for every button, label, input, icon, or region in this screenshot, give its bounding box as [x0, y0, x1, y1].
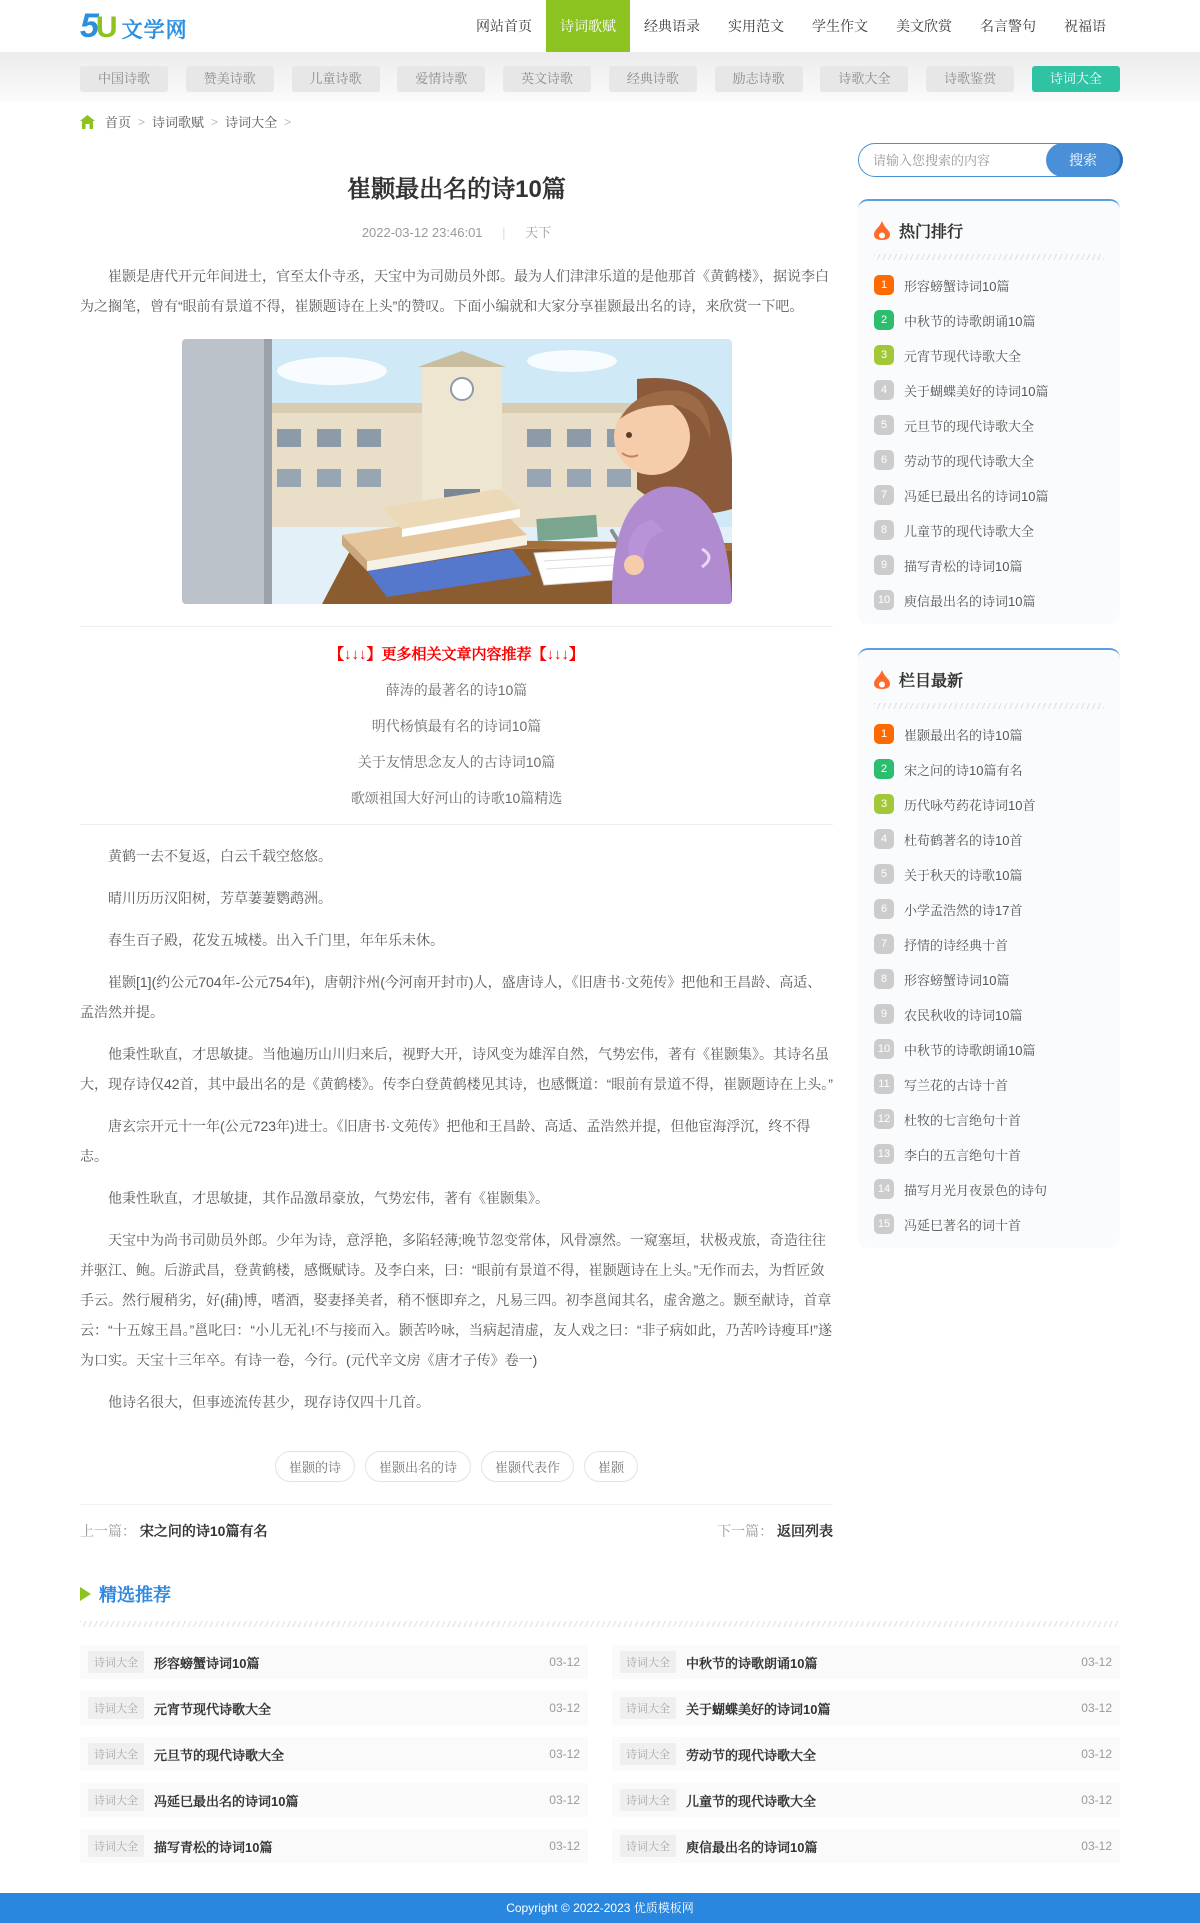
rank-item-link[interactable]: 描写青松的诗词10篇 [904, 558, 1023, 574]
featured-section [80, 1581, 1120, 1863]
category-tag[interactable]: 英文诗歌 [503, 66, 591, 92]
featured-row [612, 1645, 1120, 1679]
rank-item [874, 1039, 1104, 1059]
rank-item-link[interactable]: 中秋节的诗歌朗诵10篇 [904, 1042, 1036, 1058]
rank-item-link[interactable]: 中秋节的诗歌朗诵10篇 [904, 313, 1036, 329]
nav-item[interactable]: 经典语录 [644, 18, 700, 34]
breadcrumb [80, 112, 1120, 131]
featured-row-date: 03-12 [549, 1747, 580, 1761]
category-badge[interactable]: 诗词大全 [620, 1789, 676, 1811]
featured-row [80, 1691, 588, 1725]
featured-row-date: 03-12 [549, 1701, 580, 1715]
category-badge[interactable]: 诗词大全 [88, 1835, 144, 1857]
category-tag[interactable]: 诗歌鉴赏 [926, 66, 1014, 92]
article-tag[interactable]: 崔颢出名的诗 [365, 1451, 471, 1482]
article-body [80, 841, 833, 1417]
rank-badge: 14 [874, 1179, 894, 1199]
hatched-divider [874, 254, 1104, 260]
article-intro: 崔颢是唐代开元年间进士，官至太仆寺丞，天宝中为司勋员外郎。最为人们津津乐道的是他那首《黄鹤楼》，据说李白为之搁笔，曾有“眼前有景道不得，崔颢题诗在上头”的赞叹。下面小编就和大家分享崔颢最出名的诗，来欣赏一下吧。 [80, 268, 829, 314]
rank-badge: 6 [874, 899, 894, 919]
rank-item-link[interactable]: 元宵节现代诗歌大全 [904, 348, 1022, 364]
rank-item-link[interactable]: 儿童节的现代诗歌大全 [904, 523, 1035, 539]
illustration-girl-writing [182, 339, 732, 604]
rank-item-link[interactable]: 冯延巳著名的词十首 [904, 1217, 1022, 1233]
article-image [182, 339, 732, 604]
rank-item-link[interactable]: 崔颢最出名的诗10篇 [904, 727, 1023, 743]
category-badge[interactable]: 诗词大全 [88, 1651, 144, 1673]
rank-item-link[interactable]: 庾信最出名的诗词10篇 [904, 593, 1036, 609]
hatched-divider [80, 1621, 1120, 1627]
article-meta [80, 222, 833, 241]
rank-badge: 15 [874, 1214, 894, 1234]
rank-badge: 5 [874, 415, 894, 435]
rank-item-link[interactable]: 杜荀鹤著名的诗10首 [904, 832, 1023, 848]
rank-item [874, 934, 1104, 954]
featured-row-title[interactable]: 冯延巳最出名的诗词10篇 [154, 1793, 299, 1809]
site-footer [0, 1893, 1200, 1923]
category-badge[interactable]: 诗词大全 [88, 1697, 144, 1719]
featured-title: 精选推荐 [99, 1585, 171, 1605]
featured-row-title[interactable]: 形容螃蟹诗词10篇 [154, 1655, 260, 1671]
promo-link[interactable]: 薛涛的最著名的诗10篇 [385, 682, 528, 698]
article-paragraph: 春生百子殿，花发五城楼。出入千门里，年年乐未休。 [108, 932, 444, 948]
promo-links [80, 680, 833, 808]
featured-row [612, 1829, 1120, 1863]
rank-badge: 5 [874, 864, 894, 884]
article-tag[interactable]: 崔颢 [584, 1451, 638, 1482]
rank-item [874, 759, 1104, 779]
rank-item-link[interactable]: 历代咏芍药花诗词10首 [904, 797, 1036, 813]
breadcrumb-separator-icon: > [138, 114, 146, 129]
category-badge[interactable]: 诗词大全 [620, 1651, 676, 1673]
rank-item [874, 415, 1104, 435]
hot-rank-title: 热门排行 [899, 224, 964, 241]
rank-item-link[interactable]: 劳动节的现代诗歌大全 [904, 453, 1035, 469]
breadcrumb-link[interactable]: 诗词歌赋 [152, 115, 205, 130]
rank-badge: 2 [874, 759, 894, 779]
category-tag[interactable]: 儿童诗歌 [292, 66, 380, 92]
rank-item-link[interactable]: 李白的五言绝句十首 [904, 1147, 1022, 1163]
site-logo[interactable] [80, 9, 188, 43]
rank-item [874, 1109, 1104, 1129]
category-tag[interactable]: 诗词大全 [1032, 66, 1120, 92]
rank-item [874, 450, 1104, 470]
rank-item [874, 1144, 1104, 1164]
breadcrumb-link[interactable]: 首页 [105, 115, 132, 130]
rank-item-link[interactable]: 冯延巳最出名的诗词10篇 [904, 488, 1049, 504]
rank-badge: 12 [874, 1109, 894, 1129]
category-tag-list [80, 66, 1120, 92]
rank-item [874, 794, 1104, 814]
category-tag[interactable]: 赞美诗歌 [186, 66, 274, 92]
rank-item-link[interactable]: 关于秋天的诗歌10篇 [904, 867, 1023, 883]
latest-list [874, 724, 1104, 1234]
rank-badge: 4 [874, 829, 894, 849]
rank-badge: 11 [874, 1074, 894, 1094]
category-badge[interactable]: 诗词大全 [88, 1789, 144, 1811]
search-button[interactable]: 搜索 [1046, 143, 1120, 177]
featured-row-title[interactable]: 元宵节现代诗歌大全 [154, 1701, 272, 1717]
rank-badge: 10 [874, 590, 894, 610]
category-tag[interactable]: 诗歌大全 [820, 66, 908, 92]
promo-heading: 【↓↓↓】更多相关文章内容推荐【↓↓↓】 [328, 646, 584, 663]
rank-item [874, 1074, 1104, 1094]
logo-5: 5 [80, 7, 99, 45]
category-badge[interactable]: 诗词大全 [620, 1743, 676, 1765]
latest-title: 栏目最新 [899, 673, 964, 690]
rank-item-link[interactable]: 杜牧的七言绝句十首 [904, 1112, 1022, 1128]
latest-card [858, 648, 1120, 1248]
rank-badge: 10 [874, 1039, 894, 1059]
rank-badge: 3 [874, 345, 894, 365]
promo-link[interactable]: 歌颂祖国大好河山的诗歌10篇精选 [350, 790, 563, 806]
featured-row-date: 03-12 [549, 1793, 580, 1807]
rank-item-link[interactable]: 关于蝴蝶美好的诗词10篇 [904, 383, 1049, 399]
rank-badge: 8 [874, 520, 894, 540]
rank-item [874, 724, 1104, 744]
article-paragraph: 崔颢[1](约公元704年-公元754年)，唐朝汴州(今河南开封市)人，盛唐诗人，《旧唐书·文苑传》把他和王昌龄、高适、孟浩然并提。 [80, 974, 822, 1020]
article-paragraph: 晴川历历汉阳树，芳草萋萋鹦鹉洲。 [108, 890, 332, 906]
logo-u: U [95, 11, 118, 44]
main-nav [462, 0, 1120, 52]
featured-row-date: 03-12 [1081, 1793, 1112, 1807]
nav-item[interactable]: 实用范文 [728, 18, 784, 34]
rank-item-link[interactable]: 形容螃蟹诗词10篇 [904, 972, 1010, 988]
meta-separator: | [502, 225, 506, 240]
rank-item [874, 864, 1104, 884]
article-paragraph: 他诗名很大，但事迹流传甚少，现存诗仅四十几首。 [108, 1394, 430, 1410]
article-paragraph: 他秉性耿直，才思敏捷。当他遍历山川归来后，视野大开，诗风变为雄浑自然，气势宏伟，著有《崔颢集》。其诗名虽大，现存诗仅42首，其中最出名的是《黄鹤楼》。传李白登黄鹤楼见其诗，也感慨道：“眼前有景道不得，崔颢题诗在上头。” [80, 1046, 833, 1092]
featured-row-title[interactable]: 庾信最出名的诗词10篇 [686, 1839, 818, 1855]
article-tag[interactable]: 崔颢代表作 [481, 1451, 574, 1482]
rank-badge: 8 [874, 969, 894, 989]
featured-grid [80, 1645, 1120, 1863]
hot-rank-card [858, 199, 1120, 624]
featured-row [612, 1691, 1120, 1725]
category-tag[interactable]: 爱情诗歌 [397, 66, 485, 92]
featured-row-date: 03-12 [549, 1655, 580, 1669]
rank-badge: 1 [874, 275, 894, 295]
footer-copyright: Copyright © 2022-2023 优质模板网 [506, 1901, 694, 1915]
rank-item [874, 555, 1104, 575]
breadcrumb-separator-icon: > [211, 114, 219, 129]
divider [80, 824, 833, 825]
featured-row-date: 03-12 [1081, 1655, 1112, 1669]
rank-item [874, 899, 1104, 919]
flame-icon [874, 670, 890, 689]
breadcrumb-row [80, 102, 1120, 137]
category-tag[interactable]: 中国诗歌 [80, 66, 168, 92]
category-tagbar [0, 52, 1200, 102]
rank-badge: 7 [874, 485, 894, 505]
hot-rank-list [874, 275, 1104, 610]
category-tag[interactable]: 励志诗歌 [715, 66, 803, 92]
prev-link[interactable]: 宋之问的诗10篇有名 [139, 1523, 268, 1539]
category-badge[interactable]: 诗词大全 [620, 1835, 676, 1857]
breadcrumb-link[interactable]: 诗词大全 [225, 115, 278, 130]
rank-item-link[interactable]: 抒情的诗经典十首 [904, 937, 1009, 953]
featured-row-date: 03-12 [1081, 1701, 1112, 1715]
rank-badge: 3 [874, 794, 894, 814]
featured-row-title[interactable]: 儿童节的现代诗歌大全 [686, 1793, 817, 1809]
rank-item-link[interactable]: 农民秋收的诗词10篇 [904, 1007, 1023, 1023]
category-badge[interactable]: 诗词大全 [620, 1697, 676, 1719]
featured-row [80, 1645, 588, 1679]
article-paragraph: 唐玄宗开元十一年(公元723年)进士。《旧唐书·文苑传》把他和王昌龄、高适、孟浩然并提，但他宦海浮沉，终不得志。 [80, 1118, 811, 1164]
rank-item [874, 345, 1104, 365]
nav-item[interactable]: 学生作文 [812, 18, 868, 34]
rank-badge: 9 [874, 1004, 894, 1024]
rank-item [874, 969, 1104, 989]
featured-row [612, 1737, 1120, 1771]
prev-next-row [80, 1504, 833, 1547]
rank-badge: 7 [874, 934, 894, 954]
featured-row [612, 1783, 1120, 1817]
article-title: 崔颢最出名的诗10篇 [347, 176, 566, 203]
promo-link[interactable]: 关于友情思念友人的古诗词10篇 [357, 754, 556, 770]
rank-item [874, 1214, 1104, 1234]
rank-item-link[interactable]: 描写月光月夜景色的诗句 [904, 1182, 1048, 1198]
rank-item [874, 829, 1104, 849]
rank-badge: 4 [874, 380, 894, 400]
category-tag[interactable]: 经典诗歌 [609, 66, 697, 92]
rank-item [874, 520, 1104, 540]
divider [80, 626, 833, 627]
featured-row [80, 1783, 588, 1817]
rank-item [874, 1179, 1104, 1199]
featured-row [80, 1829, 588, 1863]
article-paragraph: 他秉性耿直，才思敏捷，其作品激昂豪放，气势宏伟，著有《崔颢集》。 [108, 1190, 549, 1206]
promo-link[interactable]: 明代杨慎最有名的诗词10篇 [371, 718, 542, 734]
logo-text: 文学网 [121, 19, 188, 42]
home-icon [80, 115, 95, 129]
category-badge[interactable]: 诗词大全 [88, 1743, 144, 1765]
featured-row-title[interactable]: 描写青松的诗词10篇 [154, 1839, 273, 1855]
article-author: 天下 [525, 225, 552, 240]
next-label: 下一篇： [717, 1523, 774, 1539]
rank-item [874, 380, 1104, 400]
featured-row-date: 03-12 [1081, 1747, 1112, 1761]
featured-row-date: 03-12 [1081, 1839, 1112, 1853]
featured-row-title[interactable]: 劳动节的现代诗歌大全 [686, 1747, 817, 1763]
nav-item[interactable]: 祝福语 [1064, 18, 1106, 34]
nav-item[interactable]: 网站首页 [476, 18, 532, 34]
sidebar [858, 143, 1120, 1272]
rank-item-link[interactable]: 写兰花的古诗十首 [904, 1077, 1009, 1093]
rank-badge: 9 [874, 555, 894, 575]
rank-item [874, 310, 1104, 330]
rank-item [874, 485, 1104, 505]
rank-item-link[interactable]: 元旦节的现代诗歌大全 [904, 418, 1035, 434]
article-tag[interactable]: 崔颢的诗 [275, 1451, 355, 1482]
rank-item-link[interactable]: 小学孟浩然的诗17首 [904, 902, 1023, 918]
article-paragraph: 黄鹤一去不复返，白云千载空悠悠。 [108, 848, 332, 864]
article-date: 2022-03-12 23:46:01 [361, 225, 483, 240]
featured-row-title[interactable]: 元旦节的现代诗歌大全 [154, 1747, 285, 1763]
flame-icon [874, 221, 890, 240]
rank-item-link[interactable]: 宋之问的诗10篇有名 [904, 762, 1023, 778]
nav-item[interactable]: 美文欣赏 [896, 18, 952, 34]
play-triangle-icon [80, 1587, 91, 1601]
prev-label: 上一篇： [80, 1523, 136, 1539]
prev-post [80, 1521, 267, 1541]
breadcrumb-separator-icon: > [284, 114, 292, 129]
rank-badge: 2 [874, 310, 894, 330]
rank-item [874, 275, 1104, 295]
next-link[interactable]: 返回列表 [777, 1523, 833, 1539]
featured-row-date: 03-12 [549, 1839, 580, 1853]
nav-item[interactable]: 诗词歌赋 [546, 0, 630, 52]
rank-badge: 1 [874, 724, 894, 744]
article-paragraph: 天宝中为尚书司勋员外郎。少年为诗，意浮艳，多陷轻薄;晚节忽变常体，风骨凛然。一窥塞垣，状极戎旅，奇造往往并驱江、鲍。后游武昌，登黄鹤楼，感慨赋诗。及李白来，曰：“眼前有景道不得，崔颢题诗在上头。”无作而去，为哲匠敛手云。然行履稍劣，好(蒱)博，嗜酒，娶妻择美者，稍不惬即弃之，凡易三四。初李邕闻其名，虚舍邀之。颢至献诗，首章云：“十五嫁王昌。”邕叱曰：“小儿无礼!不与接而入。颢苦吟咏，当病起清虚，友人戏之曰：“非子病如此，乃苦吟诗瘦耳!”遂为口实。天宝十三年卒。有诗一卷，今行。(元代辛文房《唐才子传》卷一) [80, 1232, 833, 1368]
rank-item-link[interactable]: 形容螃蟹诗词10篇 [904, 278, 1010, 294]
featured-row-title[interactable]: 中秋节的诗歌朗诵10篇 [686, 1655, 818, 1671]
featured-row-title[interactable]: 关于蝴蝶美好的诗词10篇 [686, 1701, 831, 1717]
hatched-divider [874, 703, 1104, 709]
article [80, 143, 833, 1547]
featured-row [80, 1737, 588, 1771]
search-box [858, 143, 1120, 177]
site-header [0, 0, 1200, 52]
article-tags [80, 1451, 833, 1482]
nav-item[interactable]: 名言警句 [980, 18, 1036, 34]
rank-item [874, 1004, 1104, 1024]
rank-badge: 6 [874, 450, 894, 470]
rank-badge: 13 [874, 1144, 894, 1164]
rank-item [874, 590, 1104, 610]
next-post [717, 1521, 833, 1541]
